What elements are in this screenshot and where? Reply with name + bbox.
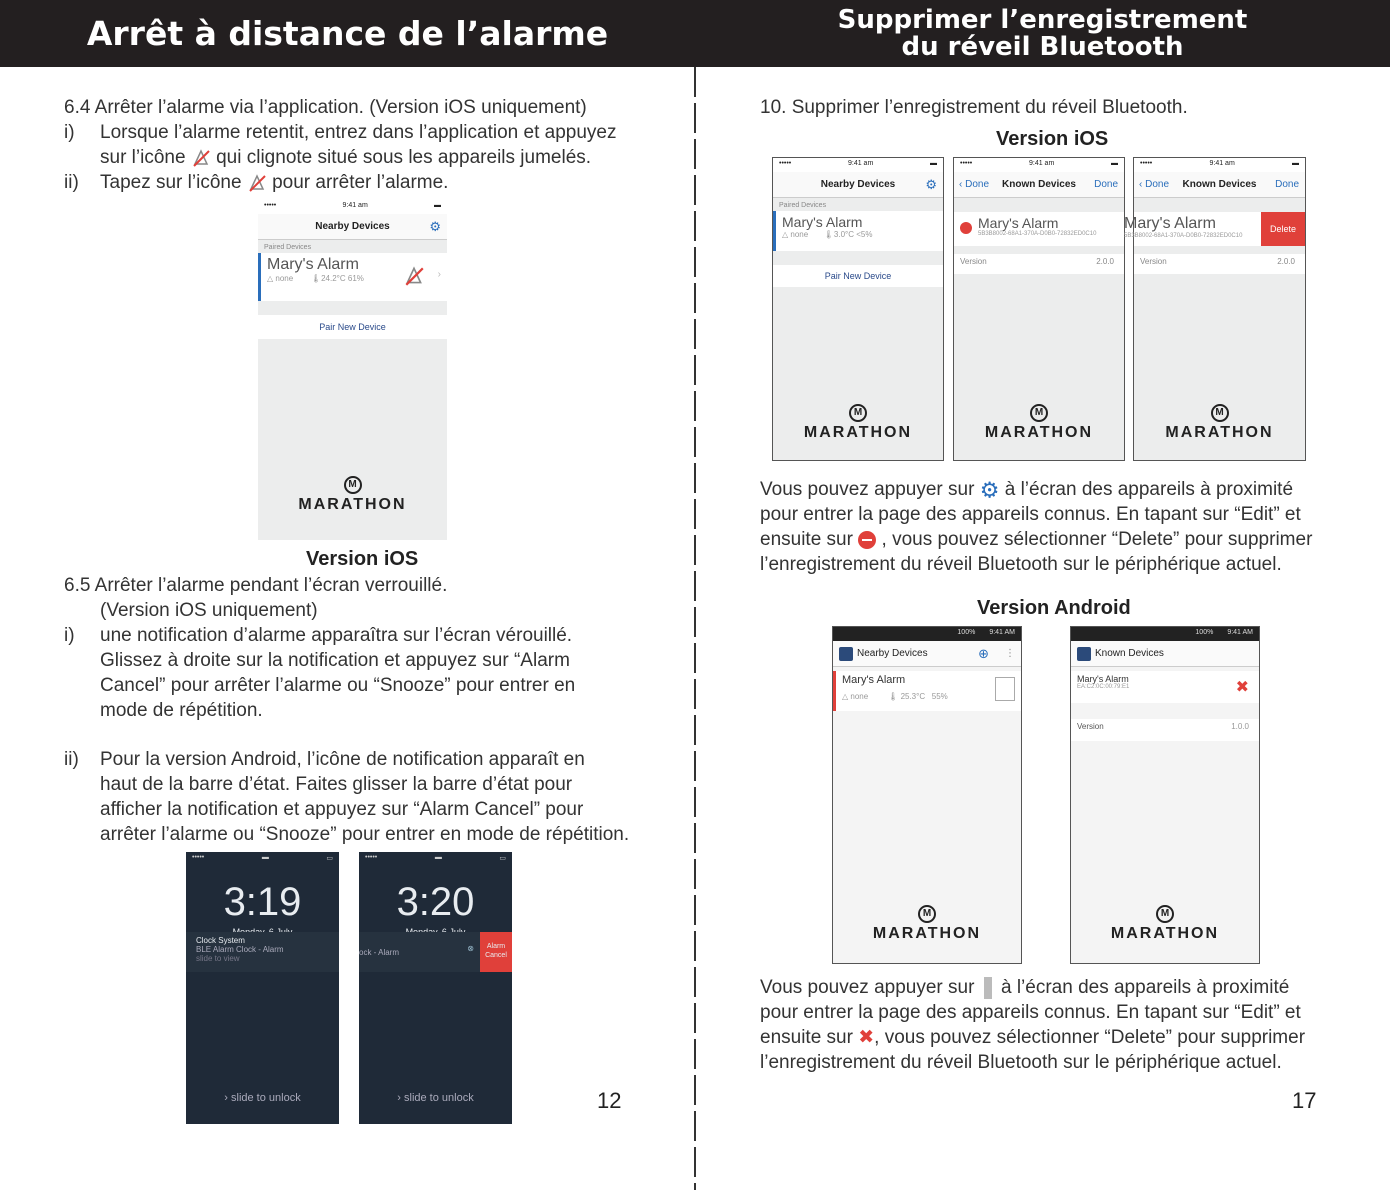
more-icon bbox=[984, 977, 992, 999]
section-6-5-title: 6.5 Arrêter l’alarme pendant l’écran verrouillé. bbox=[64, 575, 448, 596]
p2-text: Vous pouvez appuyer sur bbox=[760, 977, 975, 998]
back-button[interactable]: ‹ Done bbox=[1139, 179, 1170, 190]
status-bar: ••••• ▬ ▭ bbox=[365, 854, 506, 862]
s65-ii-line: afficher la notification et appuyez sur “Alarm Cancel” pour bbox=[100, 799, 584, 820]
delete-button[interactable]: Delete bbox=[1261, 212, 1305, 246]
nav-bar bbox=[833, 641, 1021, 667]
version-row bbox=[954, 254, 1124, 274]
status-bar: ••••• 9:41 am ▬ bbox=[258, 200, 447, 214]
status-time: 9:41 am bbox=[847, 160, 874, 167]
status-bar bbox=[833, 627, 1021, 641]
status-time: 9:41 AM bbox=[1227, 629, 1253, 636]
device-uuid: 5B3B8002-68A1-370A-D0B0-72832ED0C10 bbox=[1124, 233, 1243, 239]
nav-title: Nearby Devices bbox=[820, 179, 896, 190]
slide-to-unlock[interactable]: › slide to unlock bbox=[397, 1092, 474, 1104]
status-bar: ••••• 9:41 am ▬ bbox=[954, 158, 1124, 172]
p1-text: ensuite sur bbox=[760, 529, 853, 550]
version-value: 1.0.0 bbox=[1231, 722, 1249, 731]
caption-ios: Version iOS bbox=[306, 548, 419, 570]
device-mac: EA:C2:0C:00:79:E1 bbox=[1077, 684, 1130, 690]
delete-x-icon[interactable]: ✖ bbox=[1235, 679, 1249, 696]
done-button[interactable]: Done bbox=[1275, 179, 1299, 190]
status-time: 9:41 AM bbox=[989, 629, 1015, 636]
humidity: <5% bbox=[856, 230, 873, 239]
lockscreen-2 bbox=[359, 852, 512, 1124]
page-number: 12 bbox=[597, 1088, 622, 1113]
humidity: 55% bbox=[931, 692, 948, 701]
pair-new-button[interactable]: Pair New Device bbox=[258, 315, 447, 339]
nav-title: Known Devices bbox=[1002, 179, 1076, 190]
s65-i-line: mode de répétition. bbox=[100, 700, 263, 721]
alarm-off-icon bbox=[191, 148, 211, 168]
s64-i-line2a: sur l’icône bbox=[100, 147, 186, 168]
status-bar bbox=[1071, 627, 1259, 641]
s64-ii-a: Tapez sur l’icône bbox=[100, 172, 242, 193]
section-6-5-title2: (Version iOS uniquement) bbox=[100, 600, 318, 621]
version-label: Version bbox=[1077, 722, 1104, 731]
nav-title: Known Devices bbox=[1095, 648, 1164, 659]
pair-new-button[interactable]: Pair New Device bbox=[773, 265, 943, 287]
alarm-none: none bbox=[850, 692, 869, 701]
temp: 25.3°C bbox=[900, 692, 926, 701]
nav-bar bbox=[773, 172, 943, 198]
alarm-off-icon[interactable] bbox=[403, 265, 425, 287]
status-time: 9:41 am bbox=[1028, 160, 1055, 167]
add-device-icon[interactable]: ⊕ bbox=[978, 645, 989, 661]
version-value: 2.0.0 bbox=[1277, 257, 1295, 266]
done-button[interactable]: Done bbox=[1094, 179, 1118, 190]
app-icon bbox=[839, 647, 853, 661]
right-header-line1: Supprimer l’enregistrement bbox=[837, 5, 1248, 35]
lock-notification[interactable] bbox=[186, 932, 339, 972]
slide-to-unlock[interactable]: › slide to unlock bbox=[224, 1092, 301, 1104]
s65-ii-line: arrêter l’alarme ou “Snooze” pour entrer en mode de répétition. bbox=[100, 824, 630, 845]
status-time: 9:41 am bbox=[1209, 160, 1235, 167]
nav-bar bbox=[1134, 172, 1305, 198]
version-value: 2.0.0 bbox=[1096, 257, 1114, 266]
lock-clock: 3:20 bbox=[396, 880, 475, 924]
more-icon[interactable]: ⋮ bbox=[1005, 648, 1015, 659]
alarm-none: none bbox=[790, 230, 809, 239]
page-divider bbox=[694, 67, 696, 1190]
device-row[interactable] bbox=[773, 211, 943, 251]
marathon-logo bbox=[773, 404, 943, 442]
temp: 24.2°C bbox=[321, 274, 346, 283]
device-row[interactable] bbox=[833, 671, 1021, 711]
left-header: Arrêt à distance de l’alarme bbox=[0, 0, 695, 67]
slide-text: slide to unlock bbox=[231, 1092, 301, 1104]
version-row bbox=[1071, 719, 1259, 741]
p2-line1 bbox=[760, 975, 1289, 1000]
gear-icon: ⚙ bbox=[979, 477, 1000, 503]
caption-ios-right: Version iOS bbox=[996, 128, 1109, 150]
page-number: 17 bbox=[1292, 1088, 1317, 1113]
p2-line2: pour entrer la page des appareils connus. En tapant sur “Edit” et bbox=[760, 1002, 1301, 1023]
marathon-logo bbox=[1071, 905, 1259, 943]
s64-i-line2 bbox=[100, 145, 591, 170]
battery: 100% bbox=[957, 629, 976, 636]
section-label: Paired Devices bbox=[264, 244, 312, 251]
p2-text: à l’écran des appareils à proximité bbox=[1000, 977, 1290, 998]
section-label: Paired Devices bbox=[779, 202, 827, 209]
logo-text: MARATHON bbox=[1165, 424, 1274, 441]
logo-mark: M bbox=[1030, 404, 1048, 422]
device-name: Mary's Alarm bbox=[1077, 674, 1129, 684]
list-marker: ii) bbox=[64, 749, 79, 770]
nav-bar bbox=[258, 214, 447, 240]
status-bar: ••••• 9:41 am ▬ bbox=[1134, 158, 1305, 172]
nav-title: Known Devices bbox=[1182, 179, 1257, 190]
temp: 3.0°C bbox=[833, 230, 854, 239]
list-marker: i) bbox=[64, 625, 75, 646]
ios-nearby-screenshot bbox=[258, 200, 447, 540]
chart-icon[interactable] bbox=[995, 677, 1015, 701]
humidity: 61% bbox=[347, 274, 364, 283]
s64-i-line2b: qui clignote situé sous les appareils jumelés. bbox=[216, 147, 592, 168]
alarm-none: none bbox=[275, 274, 294, 283]
logo-text: MARATHON bbox=[872, 925, 982, 942]
p2-text: ensuite sur bbox=[760, 1027, 853, 1048]
s65-ii-line: haut de la barre d’état. Faites glisser la barre d’état pour bbox=[100, 774, 573, 795]
ios-known-screen-delete bbox=[1124, 157, 1306, 461]
battery: 100% bbox=[1195, 629, 1214, 636]
nav-bar bbox=[1071, 641, 1259, 667]
p1-line1 bbox=[760, 477, 1293, 502]
logo-mark: M bbox=[1211, 404, 1229, 422]
section-6-4-title: 6.4 Arrêter l’alarme via l’application. (Version iOS uniquement) bbox=[64, 97, 587, 118]
slide-text: slide to unlock bbox=[404, 1092, 474, 1104]
status-time: 9:41 am bbox=[342, 202, 368, 209]
s65-i-line: Cancel” pour arrêter l’alarme ou “Snooze” pour entrer en bbox=[100, 675, 576, 696]
logo-text: MARATHON bbox=[298, 496, 407, 513]
delete-circle-icon[interactable] bbox=[960, 222, 972, 234]
p1-line2: pour entrer la page des appareils connus. En tapant sur “Edit” et bbox=[760, 504, 1301, 525]
p1-line4: l’enregistrement du réveil Bluetooth sur le périphérique actuel. bbox=[760, 554, 1282, 575]
section-10-title: 10. Supprimer l’enregistrement du réveil Bluetooth. bbox=[760, 97, 1188, 118]
s65-i-line: une notification d’alarme apparaîtra sur l’écran vérouillé. bbox=[100, 625, 573, 646]
notif-body: BLE Alarm Clock - Alarm bbox=[196, 945, 284, 954]
status-bar: ••••• 9:41 am ▬ bbox=[773, 158, 943, 172]
lockscreen-1 bbox=[186, 852, 339, 1124]
notif-sub: slide to view bbox=[196, 954, 240, 963]
back-button[interactable]: ‹ Done bbox=[959, 179, 990, 190]
android-nearby-screen bbox=[832, 626, 1022, 964]
alarm-cancel-button[interactable]: Alarm Cancel bbox=[480, 932, 512, 972]
logo-mark: M bbox=[344, 476, 362, 494]
nav-title: Nearby Devices bbox=[315, 221, 390, 232]
logo-mark: M bbox=[849, 404, 867, 422]
version-label: Version bbox=[1140, 257, 1167, 266]
status-bar: ••••• ▬ ▭ bbox=[192, 854, 333, 862]
back-label: Done bbox=[1145, 179, 1170, 190]
p2-line3 bbox=[760, 1025, 1305, 1050]
app-icon bbox=[1077, 647, 1091, 661]
p1-text: à l’écran des appareils à proximité bbox=[1004, 479, 1294, 500]
gear-icon[interactable]: ⚙ bbox=[925, 176, 937, 192]
device-name: Mary's Alarm bbox=[782, 214, 863, 230]
device-meta: △ none 🌡24.2°C 61% bbox=[267, 274, 364, 283]
logo-text: MARATHON bbox=[984, 424, 1094, 441]
marathon-logo bbox=[258, 476, 447, 514]
ios-nearby-screen bbox=[772, 157, 944, 461]
back-label: Done bbox=[965, 179, 990, 190]
lock-clock: 3:19 bbox=[223, 880, 302, 924]
android-known-screen bbox=[1070, 626, 1260, 964]
p2-line4: l’enregistrement du réveil Bluetooth sur le périphérique actuel. bbox=[760, 1052, 1282, 1073]
alarm-off-icon bbox=[247, 173, 267, 193]
device-row[interactable] bbox=[1124, 212, 1305, 246]
s65-ii-line: Pour la version Android, l’icône de notification apparaît en bbox=[100, 749, 585, 770]
s64-ii-b: pour arrêter l’alarme. bbox=[272, 172, 449, 193]
close-icon[interactable]: ⊗ bbox=[467, 944, 474, 953]
s64-ii-line bbox=[100, 170, 448, 195]
version-row bbox=[1134, 254, 1305, 274]
logo-text: MARATHON bbox=[1110, 925, 1220, 942]
notif-app: Clock System bbox=[196, 936, 245, 945]
gear-icon[interactable]: ⚙ bbox=[429, 218, 441, 234]
s65-i-line: Glissez à droite sur la notification et appuyez sur “Alarm bbox=[100, 650, 570, 671]
marathon-logo bbox=[1134, 404, 1305, 442]
right-header bbox=[695, 0, 1390, 67]
delete-circle-icon bbox=[858, 531, 876, 549]
delete-x-icon: ✖ bbox=[858, 1027, 875, 1048]
marathon-logo bbox=[833, 905, 1021, 943]
nav-bar bbox=[954, 172, 1124, 198]
s64-i-line1: Lorsque l’alarme retentit, entrez dans l’application et appuyez bbox=[100, 122, 617, 143]
device-meta: △ none 🌡3.0°C <5% bbox=[782, 230, 873, 239]
device-name: Mary's Alarm bbox=[1124, 215, 1216, 232]
device-uuid: 5B3B8002-68A1-370A-D0B0-72832ED0C10 bbox=[978, 231, 1097, 237]
device-row[interactable] bbox=[954, 212, 1124, 246]
logo-mark: M bbox=[918, 905, 936, 923]
p1-text: Vous pouvez appuyer sur bbox=[760, 479, 975, 500]
caption-android: Version Android bbox=[977, 597, 1131, 619]
device-row[interactable] bbox=[1071, 671, 1259, 703]
device-name: Mary's Alarm bbox=[842, 674, 906, 686]
logo-text: MARATHON bbox=[803, 424, 913, 441]
nav-title: Nearby Devices bbox=[857, 648, 928, 659]
notif-body: ock - Alarm bbox=[359, 948, 400, 957]
p1-text: , vous pouvez sélectionner “Delete” pour supprimer bbox=[881, 529, 1313, 550]
right-header-line2: du réveil Bluetooth bbox=[901, 32, 1184, 62]
device-name: Mary's Alarm bbox=[978, 215, 1059, 231]
version-label: Version bbox=[960, 257, 987, 266]
device-name: Mary's Alarm bbox=[267, 256, 359, 273]
list-marker: i) bbox=[64, 122, 75, 143]
list-marker: ii) bbox=[64, 172, 79, 193]
chevron-right-icon: › bbox=[437, 269, 441, 280]
marathon-logo bbox=[954, 404, 1124, 442]
ios-known-screen-edit bbox=[953, 157, 1125, 461]
device-row[interactable] bbox=[258, 253, 447, 301]
logo-mark: M bbox=[1156, 905, 1174, 923]
p2-text: , vous pouvez sélectionner “Delete” pour supprimer bbox=[874, 1027, 1306, 1048]
p1-line3 bbox=[760, 527, 1312, 552]
lock-notification-swiped bbox=[359, 932, 512, 972]
device-meta: △ none 🌡 25.3°C 55% bbox=[842, 692, 948, 701]
